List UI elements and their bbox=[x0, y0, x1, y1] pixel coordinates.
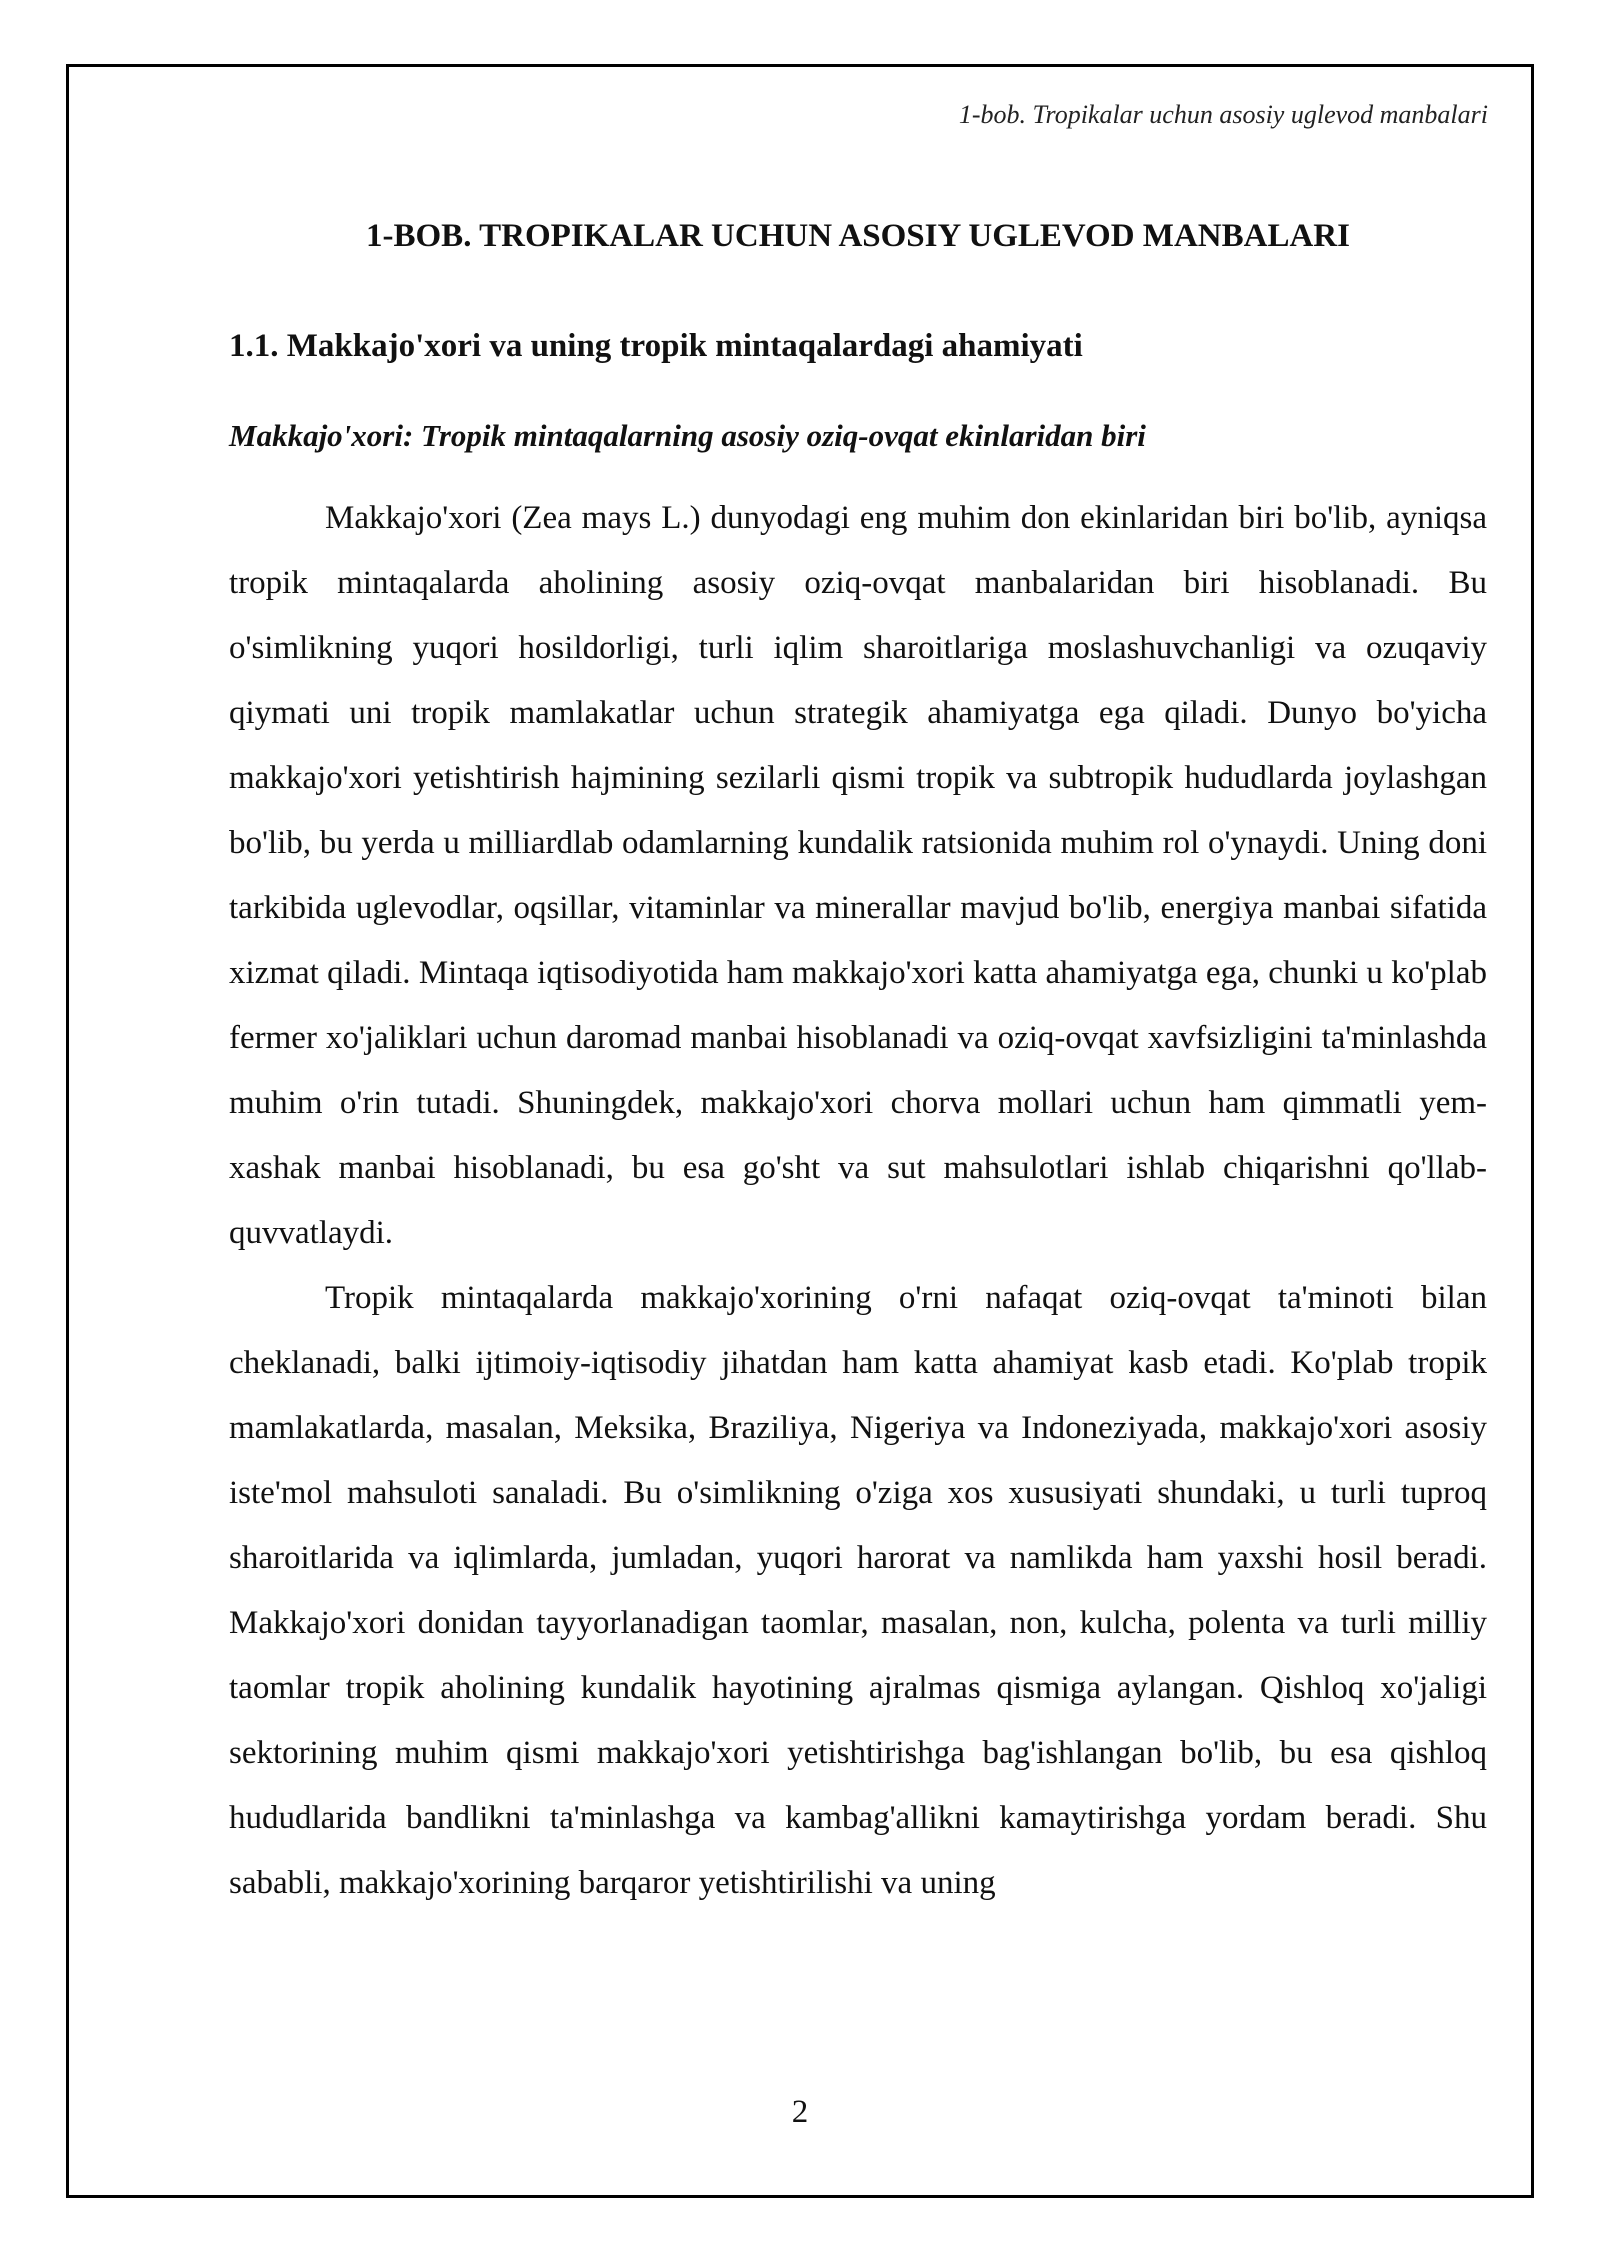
section-heading: 1.1. Makkajo'xori va uning tropik mintaqalardagi ahamiyati bbox=[229, 328, 1083, 364]
chapter-title: 1-BOB. TROPIKALAR UCHUN ASOSIY UGLEVOD MANBALARI bbox=[366, 218, 1350, 254]
paragraph: Tropik mintaqalarda makkajo'xorining o'rni nafaqat oziq-ovqat ta'minoti bilan cheklanadi, balki ijtimoiy-iqtisodiy jihatdan ham katta ahamiyat kasb etadi. Ko'plab tropik mamlakatlarda, masalan, Meksika, Braziliya, Nigeriya va Indoneziyada, makkajo'xori asosiy iste'mol mahsuloti sanaladi. Bu o'simlikning o'ziga xos xususiyati shundaki, u turli tuproq sharoitlarida va iqlimlarda, jumladan, yuqori harorat va namlikda ham yaxshi hosil beradi. Makkajo'xori donidan tayyorlanadigan taomlar, masalan, non, kulcha, polenta va turli milliy taomlar tropik aholining kundalik hayotining ajralmas qismiga aylangan. Qishloq xo'jaligi sektorining muhim qismi makkajo'xori yetishtirishga bag'ishlangan bo'lib, bu esa qishloq hududlarida bandlikni ta'minlashga va kambag'allikni kamaytirishga yordam beradi. Shu sababli, makkajo'xorining barqaror yetishtirilishi va uning bbox=[229, 1280, 1487, 1901]
page-number: 2 bbox=[791, 2094, 809, 2130]
running-header: 1-bob. Tropikalar uchun asosiy uglevod manbalari bbox=[958, 100, 1488, 129]
sub-heading: Makkajo'xori: Tropik mintaqalarning asosiy oziq-ovqat ekinlaridan biri bbox=[229, 418, 1146, 453]
body-text bbox=[229, 486, 1487, 1916]
paragraph: Makkajo'xori (Zea mays L.) dunyodagi eng muhim don ekinlaridan biri bo'lib, ayniqsa tropik mintaqalarda aholining asosiy oziq-ovqat manbalaridan biri hisoblanadi. Bu o'simlikning yuqori hosildorligi, turli iqlim sharoitlariga moslashuvchanligi va ozuqaviy qiymati uni tropik mamlakatlar uchun strategik ahamiyatga ega qiladi. Dunyo bo'yicha makkajo'xori yetishtirish hajmining sezilarli qismi tropik va subtropik hududlarda joylashgan bo'lib, bu yerda u milliardlab odamlarning kundalik ratsionida muhim rol o'ynaydi. Uning doni tarkibida uglevodlar, oqsillar, vitaminlar va minerallar mavjud bo'lib, energiya manbai sifatida xizmat qiladi. Mintaqa iqtisodiyotida ham makkajo'xori katta ahamiyatga ega, chunki u ko'plab fermer xo'jaliklari uchun daromad manbai hisoblanadi va oziq-ovqat xavfsizligini ta'minlashda muhim o'rin tutadi. Shuningdek, makkajo'xori chorva mollari uchun ham qimmatli yem-xashak manbai hisoblanadi, bu esa go'sht va sut mahsulotlari ishlab chiqarishni qo'llab-quvvatlaydi. bbox=[229, 500, 1487, 1251]
